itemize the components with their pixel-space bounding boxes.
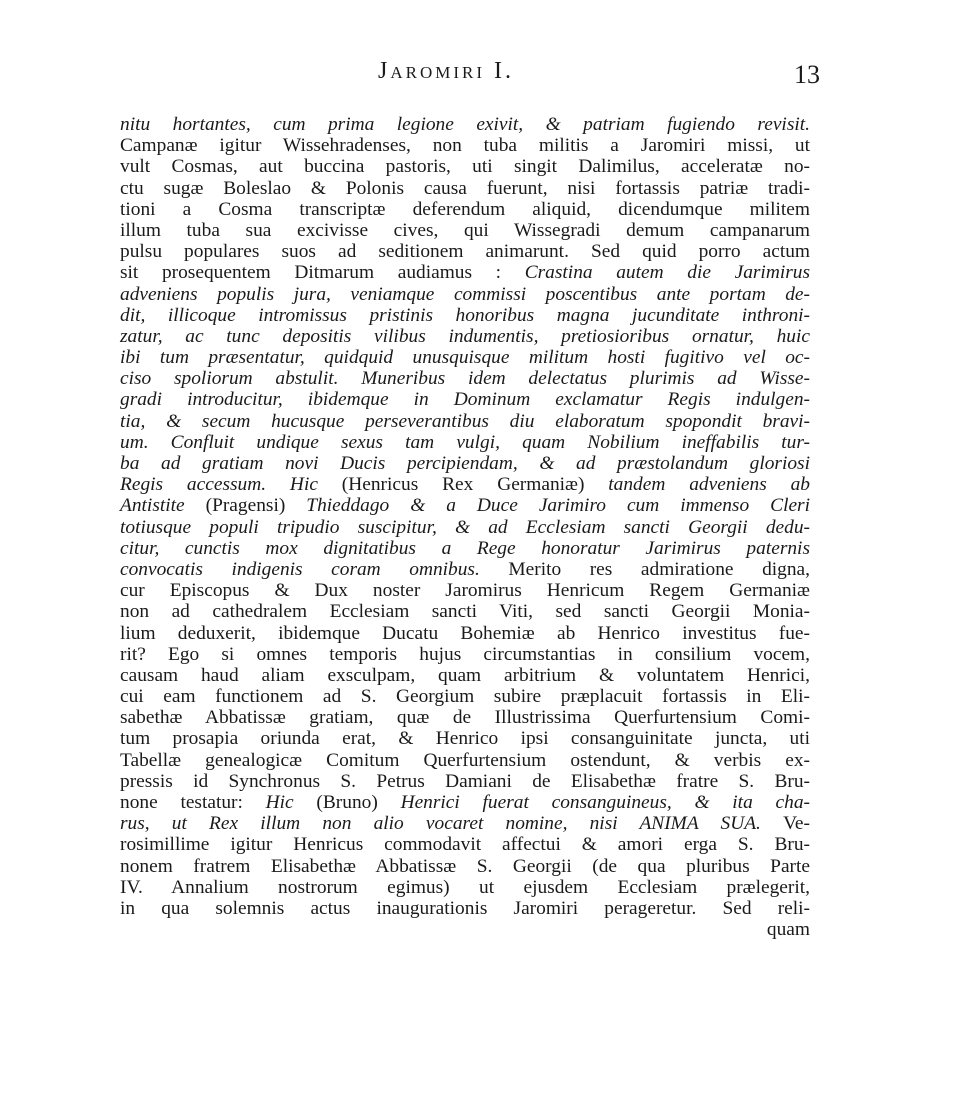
text-segment: IV. Annalium nostrorum egimus) ut ejusdem Ecclesiam prælegerit,	[120, 876, 810, 898]
italic-text-segment: nitu hortantes, cum prima legione exivit, & patriam fugiendo revisit.	[120, 114, 810, 135]
italic-text-segment: ciso spoliorum abstulit. Muneribus idem delectatus plurimis ad Wisse-	[120, 368, 810, 390]
text-segment: (Henricus Rex Germaniæ)	[341, 474, 609, 496]
text-segment: pressis id Synchronus S. Petrus Damiani de Elisabethæ fratre S. Bru-	[120, 770, 810, 792]
text-line	[120, 241, 810, 262]
text-segment: ctu sugæ Boleslao & Polonis causa fuerunt, nisi fortassis patriæ tradi-	[120, 177, 810, 199]
text-line	[120, 432, 810, 453]
text-line	[120, 877, 810, 898]
text-segment: in qua solemnis actus inaugurationis Jaromiri perageretur. Sed reli-	[120, 897, 810, 919]
text-line	[120, 728, 810, 749]
text-line	[120, 368, 810, 389]
italic-text-segment: Henrici fuerat consanguineus, & ita cha-	[400, 792, 810, 813]
text-line	[120, 601, 810, 622]
text-line	[120, 538, 810, 559]
text-segment: tum prosapia oriunda erat, & Henrico ipsi consanguinitate juncta, uti	[120, 728, 810, 750]
text-segment: Merito res admiratione digna,	[508, 558, 810, 580]
text-line	[120, 813, 810, 834]
text-segment: (Bruno)	[316, 792, 401, 813]
text-line	[120, 665, 810, 686]
text-line	[120, 686, 810, 707]
text-line	[120, 559, 810, 580]
text-line	[120, 919, 810, 940]
text-segment: Ve-	[783, 813, 810, 835]
text-segment: rit? Ego si omnes temporis hujus circumstantias in consilium vocem,	[120, 643, 810, 665]
italic-text-segment: citur, cunctis mox dignitatibus a Rege honoratur Jarimirus paternis	[120, 537, 810, 559]
text-line	[120, 834, 810, 855]
text-line	[120, 517, 810, 538]
italic-text-segment: zatur, ac tunc depositis vilibus indumentis, pretiosioribus ornatur, huic	[120, 325, 810, 347]
italic-text-segment: ibi tum præsentatur, quidquid unusquisque militum hosti fugitivo vel oc-	[120, 347, 810, 369]
text-line	[120, 453, 810, 474]
text-line	[120, 580, 810, 601]
text-segment: vult Cosmas, aut buccina pastoris, uti singit Dalimilus, acceleratæ no-	[120, 156, 810, 178]
text-segment: lium deduxerit, ibidemque Ducatu Bohemiæ ab Henrico investitus fue-	[120, 622, 810, 644]
text-segment: Tabellæ genealogicæ Comitum Querfurtensium ostendunt, & verbis ex-	[120, 749, 810, 771]
text-segment: sabethæ Abbatissæ gratiam, quæ de Illustrissima Querfurtensium Comi-	[120, 707, 810, 729]
running-title: Jaromiri I.	[378, 58, 515, 84]
text-line	[120, 199, 810, 220]
text-segment: Campanæ igitur Wissehradenses, non tuba militis a Jaromiri missi, ut	[120, 135, 810, 157]
text-line	[120, 898, 810, 919]
text-segment: cur Episcopus & Dux noster Jaromirus Henricum Regem Germaniæ	[120, 580, 810, 602]
text-line	[120, 326, 810, 347]
text-segment: rosimillime igitur Henricus commodavit affectui & amori erga S. Bru-	[120, 834, 810, 856]
text-line	[120, 220, 810, 241]
text-line	[120, 495, 810, 516]
italic-text-segment: um. Confluit undique sexus tam vulgi, quam Nobilium ineffabilis tur-	[120, 431, 810, 453]
italic-text-segment: convocatis indigenis coram omnibus.	[120, 558, 509, 580]
text-segment: none testatur:	[120, 792, 266, 813]
italic-text-segment: Antistite	[120, 495, 206, 517]
italic-text-segment: Hic	[265, 792, 317, 813]
text-line	[120, 750, 810, 771]
italic-text-segment: Regis accessum. Hic	[120, 474, 342, 496]
text-line	[120, 771, 810, 792]
text-line	[120, 856, 810, 877]
text-line	[120, 411, 810, 432]
text-segment: (Pragensi)	[205, 495, 307, 517]
text-segment: nonem fratrem Elisabethæ Abbatissæ S. Georgii (de qua pluribus Parte	[120, 855, 810, 877]
italic-text-segment: totiusque populi tripudio suscipitur, & ad Ecclesiam sancti Georgii dedu-	[120, 516, 810, 538]
text-segment: tioni a Cosma transcriptæ deferendum aliquid, dicendumque militem	[120, 198, 810, 220]
text-line	[120, 792, 810, 813]
text-line	[120, 114, 810, 135]
text-line	[120, 347, 810, 368]
text-segment: quam	[766, 919, 810, 941]
text-line	[120, 305, 810, 326]
italic-text-segment: tia, & secum hucusque perseverantibus diu elaboratum spopondit bravi-	[120, 410, 810, 432]
text-segment: causam haud aliam exsculpam, quam arbitrium & voluntatem Henrici,	[120, 664, 810, 686]
body-text	[120, 114, 810, 940]
italic-text-segment: ba ad gratiam novi Ducis percipiendam, & ad præstolandum gloriosi	[120, 453, 810, 474]
text-line	[120, 156, 810, 177]
text-line	[120, 178, 810, 199]
text-line	[120, 135, 810, 156]
text-segment: pulsu populares suos ad seditionem animarunt. Sed quid porro actum	[120, 241, 810, 263]
text-line	[120, 623, 810, 644]
text-line	[120, 474, 810, 495]
italic-text-segment: gradi introducitur, ibidemque in Dominum exclamatur Regis indulgen-	[120, 389, 810, 411]
italic-text-segment: rus, ut Rex illum non alio vocaret nomine, nisi ANIMA SUA.	[120, 813, 784, 835]
italic-text-segment: dit, illicoque intromissus pristinis honoribus magna jucunditate inthroni-	[120, 304, 810, 326]
page-number: 13	[794, 60, 820, 89]
text-line	[120, 284, 810, 305]
text-segment: non ad cathedralem Ecclesiam sancti Viti, sed sancti Georgii Monia-	[120, 601, 810, 623]
italic-text-segment: adveniens populis jura, veniamque commissi poscentibus ante portam de-	[120, 283, 810, 305]
italic-text-segment: Thieddago & a Duce Jarimiro cum immenso Cleri	[306, 495, 810, 517]
italic-text-segment: tandem adveniens ab	[608, 474, 810, 496]
running-head	[120, 58, 820, 98]
text-line	[120, 644, 810, 665]
italic-text-segment: Crastina autem die Jarimirus	[524, 262, 811, 284]
text-segment: illum tuba sua excivisse cives, qui Wissegradi demum campanarum	[120, 219, 810, 241]
text-line	[120, 707, 810, 728]
text-segment: sit prosequentem Ditmarum audiamus :	[120, 262, 525, 284]
text-line	[120, 389, 810, 410]
text-line	[120, 262, 810, 283]
text-segment: cui eam functionem ad S. Georgium subire præplacuit fortassis in Eli-	[120, 686, 810, 708]
